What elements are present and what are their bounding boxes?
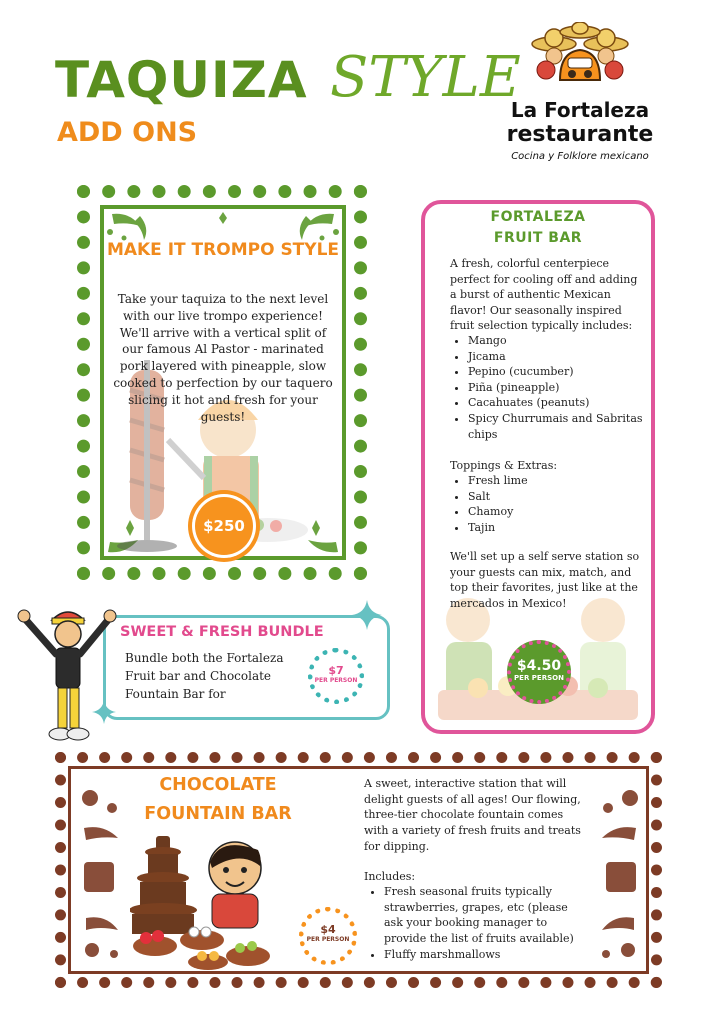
page-title: TAQUIZA (55, 51, 308, 109)
page-title-script: STYLE (330, 45, 521, 110)
chocolate-price: $4 (320, 923, 336, 936)
restaurant-logo (492, 22, 668, 182)
list-item: • Spicy Churrumais and Sabritas chips (468, 411, 645, 442)
list-item: • Fresh seasonal fruits typically strawberries, grapes, etc (please ask your booking manager to provide the list of fruits available) (384, 884, 584, 947)
papel-picado-right-icon (592, 778, 642, 966)
chocolate-price-badge (299, 907, 357, 965)
chocolate-price-unit: PER PERSON (306, 936, 350, 943)
includes-label: Includes: (364, 870, 416, 883)
fruit-bar-title-line1: FORTALEZA (490, 209, 586, 225)
fruit-bar-closing: We'll set up a self serve station so your guests can mix, match, and top their favorites, just like at the mercados in Mexico! (450, 550, 640, 610)
logo-name: La Fortaleza (510, 98, 650, 122)
list-item: • Piña (pineapple) (468, 380, 645, 396)
includes-list (364, 884, 584, 963)
bundle-price: $7 (328, 664, 344, 677)
fruit-bar-price: $4.50 (516, 658, 562, 674)
fruit-bar-title-line2: FRUIT BAR (493, 230, 583, 246)
waving-boy-illustration-icon (12, 600, 124, 750)
fruit-list (450, 333, 645, 442)
fruit-bar-price-unit: PER PERSON (514, 674, 564, 682)
toppings-label: Toppings & Extras: (450, 459, 558, 472)
list-item: • Jicama (468, 349, 645, 365)
list-item: • Tajin (468, 520, 645, 536)
logo-restaurante: restaurante (506, 122, 654, 147)
bundle-price-badge (308, 648, 364, 704)
toppings-list (450, 473, 645, 535)
list-item: • Fresh lime (468, 473, 645, 489)
chocolate-fountain-illustration-icon (130, 828, 280, 970)
list-item: • Cacahuates (peanuts) (468, 395, 645, 411)
list-item: • Salt (468, 489, 645, 505)
chocolate-description: A sweet, interactive station that will delight guests of all ages! Our flowing, three-tier chocolate fountain comes with a variety of fresh fruits and treats for dipping. (364, 777, 581, 853)
list-item: • Mango (468, 333, 645, 349)
fruit-bar-intro: A fresh, colorful centerpiece perfect for cooling off and adding a burst of authentic Mexican flavor! Our seasonally inspired fruit selection typically includes: (450, 257, 638, 333)
sombrero-car-logo-icon (530, 22, 630, 82)
trompo-price-badge: $250 (188, 490, 260, 562)
chocolate-title: CHOCOLATE FOUNTAIN BAR (144, 775, 292, 824)
fruit-bar-title (421, 207, 655, 249)
page-subtitle: ADD ONS (57, 117, 198, 148)
bundle-price-unit: PER PERSON (314, 677, 358, 684)
list-item: • Chamoy (468, 504, 645, 520)
bundle-description: Bundle both the Fortaleza Fruit bar and Chocolate Fountain Bar for (125, 651, 284, 701)
trompo-description: Take your taquiza to the next level with our live trompo experience! We'll arrive with a vertical split of our famous Al Pastor - marinated pork layered with pineapple, slow cooked to perfection by our taquero slicing it hot and fresh for your guests! (113, 292, 333, 424)
bundle-title: SWEET & FRESH BUNDLE (120, 624, 324, 640)
trompo-title: MAKE IT TROMPO STYLE (106, 240, 340, 260)
sparkle-icon (352, 600, 382, 630)
logo-tagline: Cocina y Folklore mexicano (511, 151, 649, 162)
fruit-bar-price-badge (507, 640, 571, 704)
list-item: • Fluffy marshmallows (384, 947, 584, 963)
list-item: • Pepino (cucumber) (468, 364, 645, 380)
